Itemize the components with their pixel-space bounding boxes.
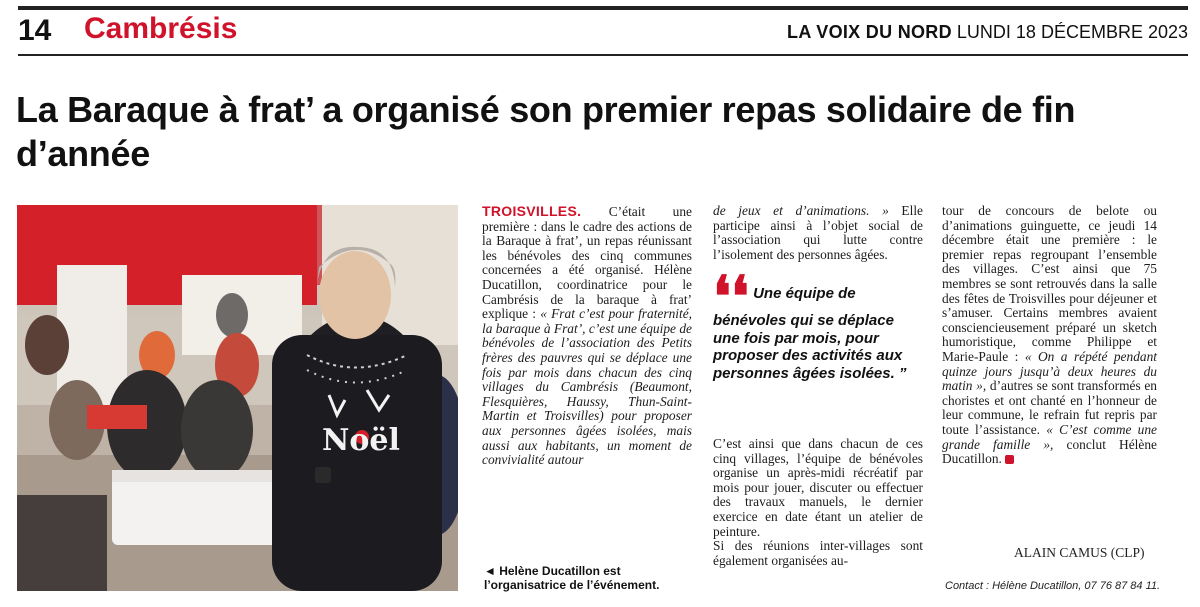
article-column-2	[713, 204, 923, 262]
article-column-3	[942, 204, 1157, 467]
section-title: Cambrésis	[84, 12, 238, 45]
dateline: TROISVILLES.	[482, 203, 582, 219]
contact-line: Contact : Hélène Ducatillon, 07 76 87 84 11.	[945, 580, 1161, 592]
paragraph-repas: tour de concours de belote ou d’animations guinguette, ce jeudi 14 décembre était une première : le premier repas regroupant l’ensemble des villages. C’est ainsi que 75 membres se sont retrouvés dans la salle des fêtes de Troisvilles pour déjeuner et s’amuser. Certains membres avaient consciencieusement préparé un sketch humoristique, comme Philippe et Marie-Paule :	[942, 203, 1157, 364]
article-author: ALAIN CAMUS (CLP)	[1014, 545, 1145, 560]
paragraph-choristes: d’autres se sont transformés en choristes et ont chanté en l’honneur de leur commune, le refrain fut repris par toute l’assistance.	[942, 378, 1157, 437]
issue-date: LUNDI 18 DÉCEMBRE 2023	[956, 22, 1188, 42]
newspaper-name: LA VOIX DU NORD	[787, 22, 952, 42]
quote-famille: « C’est comme une grande famille »,	[942, 421, 1157, 452]
paragraph-association: Elle participe ainsi à l’objet social de l’association qui lutte contre l’isolement des personnes âgées.	[713, 203, 923, 262]
article-column-2-lower	[713, 437, 923, 568]
quote-coordinator-end: de jeux et d’animations. »	[713, 203, 889, 218]
quote-mark-icon: ❛❛	[713, 264, 750, 330]
paragraph-activities: C’est ainsi que dans chacun de ces cinq villages, l’équipe de bénévoles organise un après-midi récréatif par mois pour jouer, discuter ou effectuer des travaux manuels, le dernier exercice en date étant un atelier de peinture.	[713, 436, 923, 539]
paragraph-conclusion: conclut Hélène Ducatillon.	[942, 436, 1157, 467]
end-mark-icon	[1005, 455, 1014, 464]
photo-illustration	[17, 205, 458, 591]
sweater-text: Noël	[322, 423, 400, 458]
header-rule	[18, 54, 1188, 56]
quote-sketch: « On a répété pendant quinze jours jusqu’à deux heures du matin »,	[942, 348, 1157, 394]
article-headline: La Baraque à frat’ a organisé son premier repas solidaire de fin d’année	[16, 89, 1076, 174]
photo-caption: ◄ Helène Ducatillon est l’organisatrice de l’événement.	[484, 564, 660, 592]
closing-quote-mark-icon: ”	[898, 364, 907, 382]
paragraph-meetings: Si des réunions inter-villages sont également organisées au-	[713, 538, 923, 568]
pull-quote-text: Une équipe de bénévoles qui se déplace une fois par mois, pour proposer des activités aux personnes âgées isolées.	[713, 285, 903, 382]
paragraph-intro: C’était une première : dans le cadre des actions de la Baraque à frat’, un repas réunissant les bénévoles des cinq communes concernées a été organisé. Hélène Ducatillon, coordinatrice pour le Cambrésis de la baraque à frat’ explique :	[482, 204, 692, 322]
article-column-1	[482, 204, 692, 468]
top-rule	[18, 6, 1188, 10]
page-number: 14	[18, 14, 52, 47]
quote-coordinator: « Frat c’est pour fraternité, la baraque à Frat’, c’est une équipe de bénévoles de l’association des Petits frères des pauvres qui se déplace une fois par mois dans chacun des cinq villages du Cambrésis (Beaumont, Flesquières, Haussy, Thun-Saint-Martin et Troisvilles) pour proposer aux personnes âgées isolées, mais aussi aux habitants, un moment de convivialité autour	[482, 306, 692, 468]
pull-quote	[713, 264, 923, 382]
newspaper-masthead	[787, 22, 1188, 43]
article-photo	[17, 205, 458, 591]
page-header	[18, 12, 1188, 52]
